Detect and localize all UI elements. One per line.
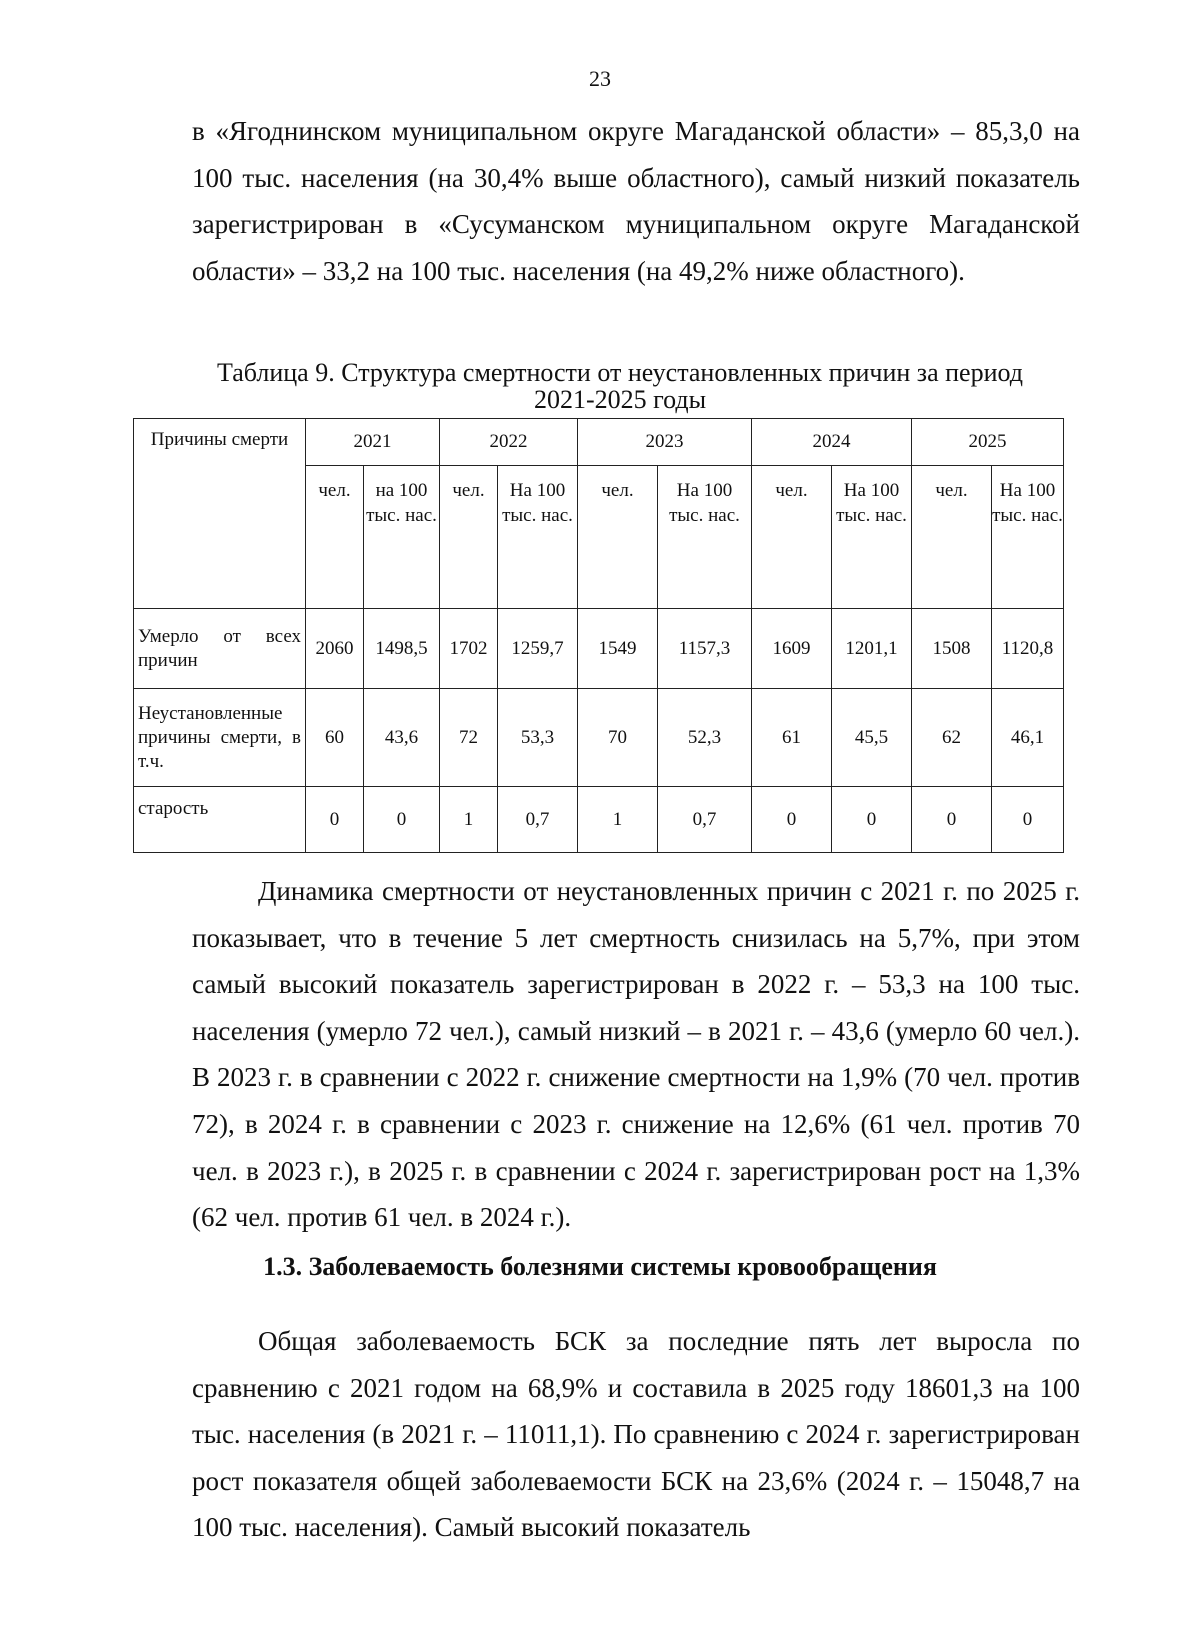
page-number: 23 xyxy=(589,66,611,91)
year-header-2024: 2024 xyxy=(752,419,912,466)
cause-header: Причины смерти xyxy=(134,419,306,609)
table-cell: 2060 xyxy=(306,609,364,689)
table-cell: 1508 xyxy=(912,609,992,689)
table-cell: 1609 xyxy=(752,609,832,689)
table-row xyxy=(134,689,1064,787)
year-header-2025: 2025 xyxy=(912,419,1064,466)
subheader-rate-2022: На 100 тыс. нас. xyxy=(498,466,578,609)
table-cell: 1549 xyxy=(578,609,658,689)
row-label-old-age: старость xyxy=(134,787,306,853)
table-caption-line1: Таблица 9. Структура смертности от неустановленных причин за период xyxy=(217,358,1023,387)
subheader-abs-2023: чел. xyxy=(578,466,658,609)
table-cell: 45,5 xyxy=(832,689,912,787)
mortality-table-container xyxy=(133,418,1064,853)
table-cell: 0 xyxy=(992,787,1064,853)
subheader-abs-2022: чел. xyxy=(440,466,498,609)
year-header-2023: 2023 xyxy=(578,419,752,466)
subheader-rate-2024: На 100 тыс. нас. xyxy=(832,466,912,609)
table-cell: 0 xyxy=(306,787,364,853)
table-cell: 0 xyxy=(912,787,992,853)
table-cell: 60 xyxy=(306,689,364,787)
table-cell: 46,1 xyxy=(992,689,1064,787)
subheader-rate-2025: На 100 тыс. нас. xyxy=(992,466,1064,609)
table-cell: 1120,8 xyxy=(992,609,1064,689)
table-cell: 61 xyxy=(752,689,832,787)
table-cell: 1259,7 xyxy=(498,609,578,689)
subheader-abs-2024: чел. xyxy=(752,466,832,609)
subheader-abs-2025: чел. xyxy=(912,466,992,609)
table-cell: 0 xyxy=(364,787,440,853)
table-cell: 53,3 xyxy=(498,689,578,787)
row-label-all-causes: Умерло от всех причин xyxy=(134,609,306,689)
table-caption-line2: 2021-2025 годы xyxy=(533,385,707,414)
table-cell: 0 xyxy=(832,787,912,853)
table-cell: 0,7 xyxy=(498,787,578,853)
bsk-paragraph: Общая заболеваемость БСК за последние пять лет выросла по сравнению с 2021 годом на 68,9% и составила в 2025 году 18601,3 на 100 тыс. населения (в 2021 г. – 11011,1). По сравнению с 2024 г. зарегистрирован рост показателя общей заболеваемости БСК на 23,6% (2024 г. – 15048,7 на 100 тыс. населения). Самый высокий показатель xyxy=(192,1326,1080,1543)
table-row xyxy=(134,787,1064,853)
dynamics-paragraph: Динамика смертности от неустановленных причин с 2021 г. по 2025 г. показывает, что в течение 5 лет смертность снизилась на 5,7%, при этом самый высокий показатель зарегистрирован в 2022 г. – 53,3 на 100 тыс. населения (умерло 72 чел.), самый низкий – в 2021 г. – 43,6 (умерло 60 чел.). В 2023 г. в сравнении с 2022 г. снижение смертности на 1,9% (70 чел. против 72), в 2024 г. в сравнении с 2023 г. снижение на 12,6% (61 чел. против 70 чел. в 2023 г.), в 2025 г. в сравнении с 2024 г. зарегистрирован рост на 1,3% (62 чел. против 61 чел. в 2024 г.). xyxy=(192,876,1080,1233)
table-caption xyxy=(130,359,1110,413)
intro-paragraph: в «Ягоднинском муниципальном округе Магаданской области» – 85,3,0 на 100 тыс. населения (на 30,4% выше областного), самый низкий показатель зарегистрирован в «Сусуманском муниципальном округе Магаданской области» – 33,2 на 100 тыс. населения (на 49,2% ниже областного). xyxy=(192,116,1080,286)
table-cell: 1 xyxy=(578,787,658,853)
table-cell: 70 xyxy=(578,689,658,787)
table-cell: 72 xyxy=(440,689,498,787)
table-cell: 62 xyxy=(912,689,992,787)
subheader-rate-2023: На 100 тыс. нас. xyxy=(658,466,752,609)
table-cell: 52,3 xyxy=(658,689,752,787)
year-header-2022: 2022 xyxy=(440,419,578,466)
subheader-rate-2021: на 100 тыс. нас. xyxy=(364,466,440,609)
table-cell: 0 xyxy=(752,787,832,853)
table-cell: 1 xyxy=(440,787,498,853)
table-row xyxy=(134,609,1064,689)
year-header-2021: 2021 xyxy=(306,419,440,466)
table-cell: 1201,1 xyxy=(832,609,912,689)
table-cell: 1157,3 xyxy=(658,609,752,689)
table-cell: 0,7 xyxy=(658,787,752,853)
table-cell: 1498,5 xyxy=(364,609,440,689)
table-cell: 43,6 xyxy=(364,689,440,787)
mortality-table xyxy=(133,418,1064,853)
section-title: 1.3. Заболеваемость болезнями системы кровообращения xyxy=(263,1252,937,1281)
table-cell: 1702 xyxy=(440,609,498,689)
row-label-unknown-causes: Неустановленные причины смерти, в т.ч. xyxy=(134,689,306,787)
subheader-abs-2021: чел. xyxy=(306,466,364,609)
